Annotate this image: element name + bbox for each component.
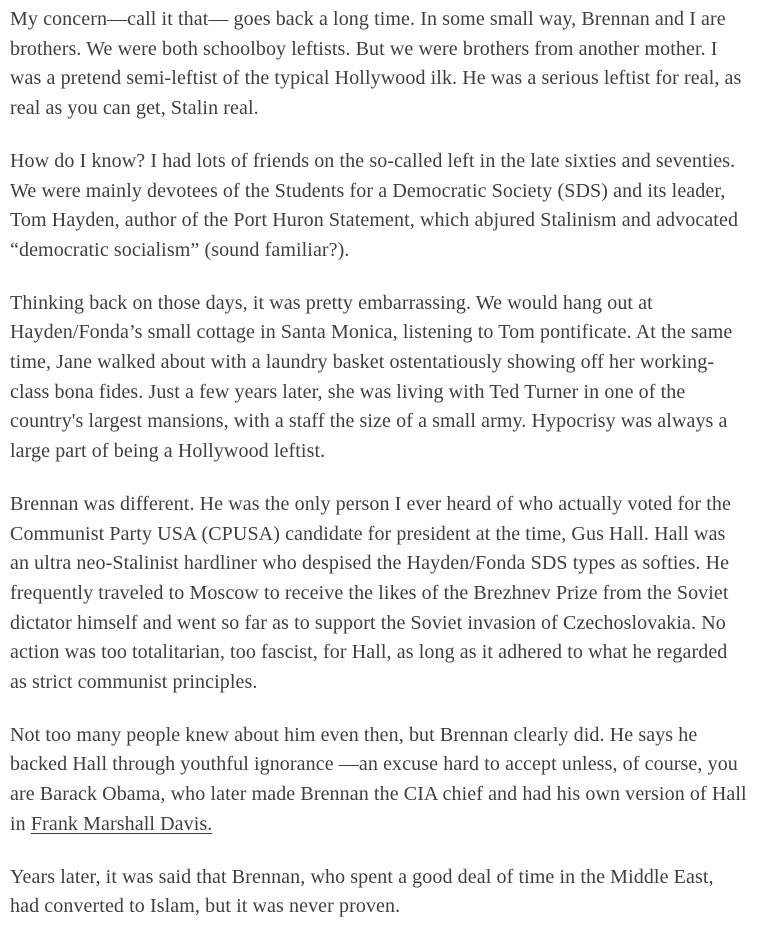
- paragraph-4-text: Brennan was different. He was the only person I ever heard of who actually voted for the Communist Party USA (CPUSA) candidate for president at the time, Gus Hall. Hall was an ultra neo-Stalinist hardliner who despised the Hayden/Fonda SDS types as softies. He frequently traveled to Moscow to receive the likes of the Brezhnev Prize from the Soviet dictator himself and went so far as to support the Soviet invasion of Czechoslovakia. No action was too totalitarian, too fascist, for Hall, as long as it adhered to what he regarded as strict communist principles.: [10, 492, 731, 694]
- paragraph-3-text: Thinking back on those days, it was pretty embarrassing. We would hang out at Hayden/Fonda’s small cottage in Santa Monica, listening to Tom pontificate. At the same time, Jane walked about with a laundry basket ostentatiously showing off her working-class bona fides. Just a few years later, she was living with Ted Turner in one of the country's largest mansions, with a staff the size of a small army. Hypocrisy was always a large part of being a Hollywood leftist.: [10, 291, 733, 463]
- paragraph-6: [10, 863, 747, 922]
- paragraph-6-text: Years later, it was said that Brennan, who spent a good deal of time in the Middle East, had converted to Islam, but it was never proven.: [10, 865, 714, 918]
- paragraph-1: [10, 5, 747, 124]
- paragraph-2: [10, 147, 747, 266]
- paragraph-5-text: Not too many people knew about him even then, but Brennan clearly did. He says he backed Hall through youthful ignorance —an excuse hard to accept unless, of course, you are Barack Obama, who later made Brennan the CIA chief and had his own version of Hall in: [10, 723, 747, 835]
- frank-marshall-davis-link[interactable]: Frank Marshall Davis.: [30, 812, 213, 835]
- paragraph-2-text: How do I know? I had lots of friends on the so-called left in the late sixties and seventies. We were mainly devotees of the Students for a Democratic Society (SDS) and its leader, Tom Hayden, author of the Port Huron Statement, which abjured Stalinism and advocated “democratic socialism” (sound familiar?).: [10, 149, 739, 261]
- paragraph-1-text: My concern—call it that— goes back a long time. In some small way, Brennan and I are brothers. We were both schoolboy leftists. But we were brothers from another mother. I was a pretend semi-leftist of the typical Hollywood ilk. He was a serious leftist for real, as real as you can get, Stalin real.: [10, 8, 742, 120]
- paragraph-4: [10, 490, 747, 698]
- paragraph-3: [10, 289, 747, 467]
- paragraph-5: [10, 721, 747, 840]
